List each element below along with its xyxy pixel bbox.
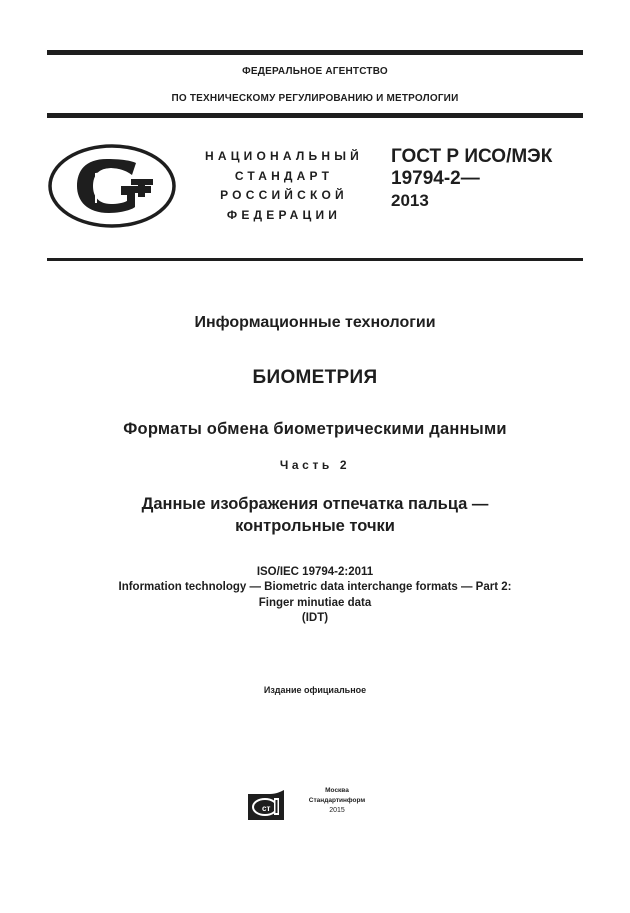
standartinform-logo-icon	[248, 790, 286, 820]
standard-designation	[391, 146, 552, 212]
publisher-city: Москва	[325, 787, 349, 794]
agency-line-2: ПО ТЕХНИЧЕСКОМУ РЕГУЛИРОВАНИЮ И МЕТРОЛОГИИ	[171, 93, 459, 104]
agency-line-1: ФЕДЕРАЛЬНОЕ АГЕНТСТВО	[242, 66, 388, 77]
designation-year: 2013	[391, 191, 429, 210]
national-standard-line: СТАНДАРТ	[234, 168, 334, 183]
publication-year: 2015	[329, 807, 345, 814]
national-standard-label	[196, 147, 372, 225]
agency-bottom-rule	[47, 113, 583, 118]
top-rule	[47, 50, 583, 55]
rst-gost-mark-icon	[47, 143, 177, 229]
publisher-name: Стандартинформ	[308, 797, 366, 804]
part-number: Часть 2	[279, 458, 351, 472]
iso-code: ISO/IEC 19794-2:2011	[256, 566, 374, 578]
national-standard-line: НАЦИОНАЛЬНЫЙ	[204, 149, 364, 163]
iso-title-line-1: Information technology — Biometric data interchange formats — Part 2:	[118, 581, 512, 594]
designation-line-1: ГОСТ Р ИСО/МЭК	[391, 146, 553, 167]
main-title: БИОМЕТРИЯ	[252, 367, 378, 388]
svg-text:ст: ст	[262, 804, 271, 813]
part-title	[0, 493, 630, 537]
part-title-line-2: контрольные точки	[235, 517, 395, 535]
international-standard-reference	[0, 565, 630, 627]
national-standard-line: ФЕДЕРАЦИИ	[226, 207, 342, 222]
header-bottom-rule	[47, 258, 583, 261]
equivalence-degree: (IDT)	[301, 612, 329, 625]
official-edition-label: Издание официальное	[263, 685, 367, 695]
subject-title: Информационные технологии	[194, 314, 436, 331]
part-title-line-1: Данные изображения отпечатка пальца —	[141, 495, 489, 513]
iso-title-line-2: Finger minutiae data	[258, 596, 372, 609]
series-title: Форматы обмена биометрическими данными	[123, 420, 507, 438]
national-standard-line: РОССИЙСКОЙ	[220, 188, 348, 202]
designation-line-2: 19794-2—	[391, 168, 480, 189]
publisher-imprint	[297, 786, 377, 816]
